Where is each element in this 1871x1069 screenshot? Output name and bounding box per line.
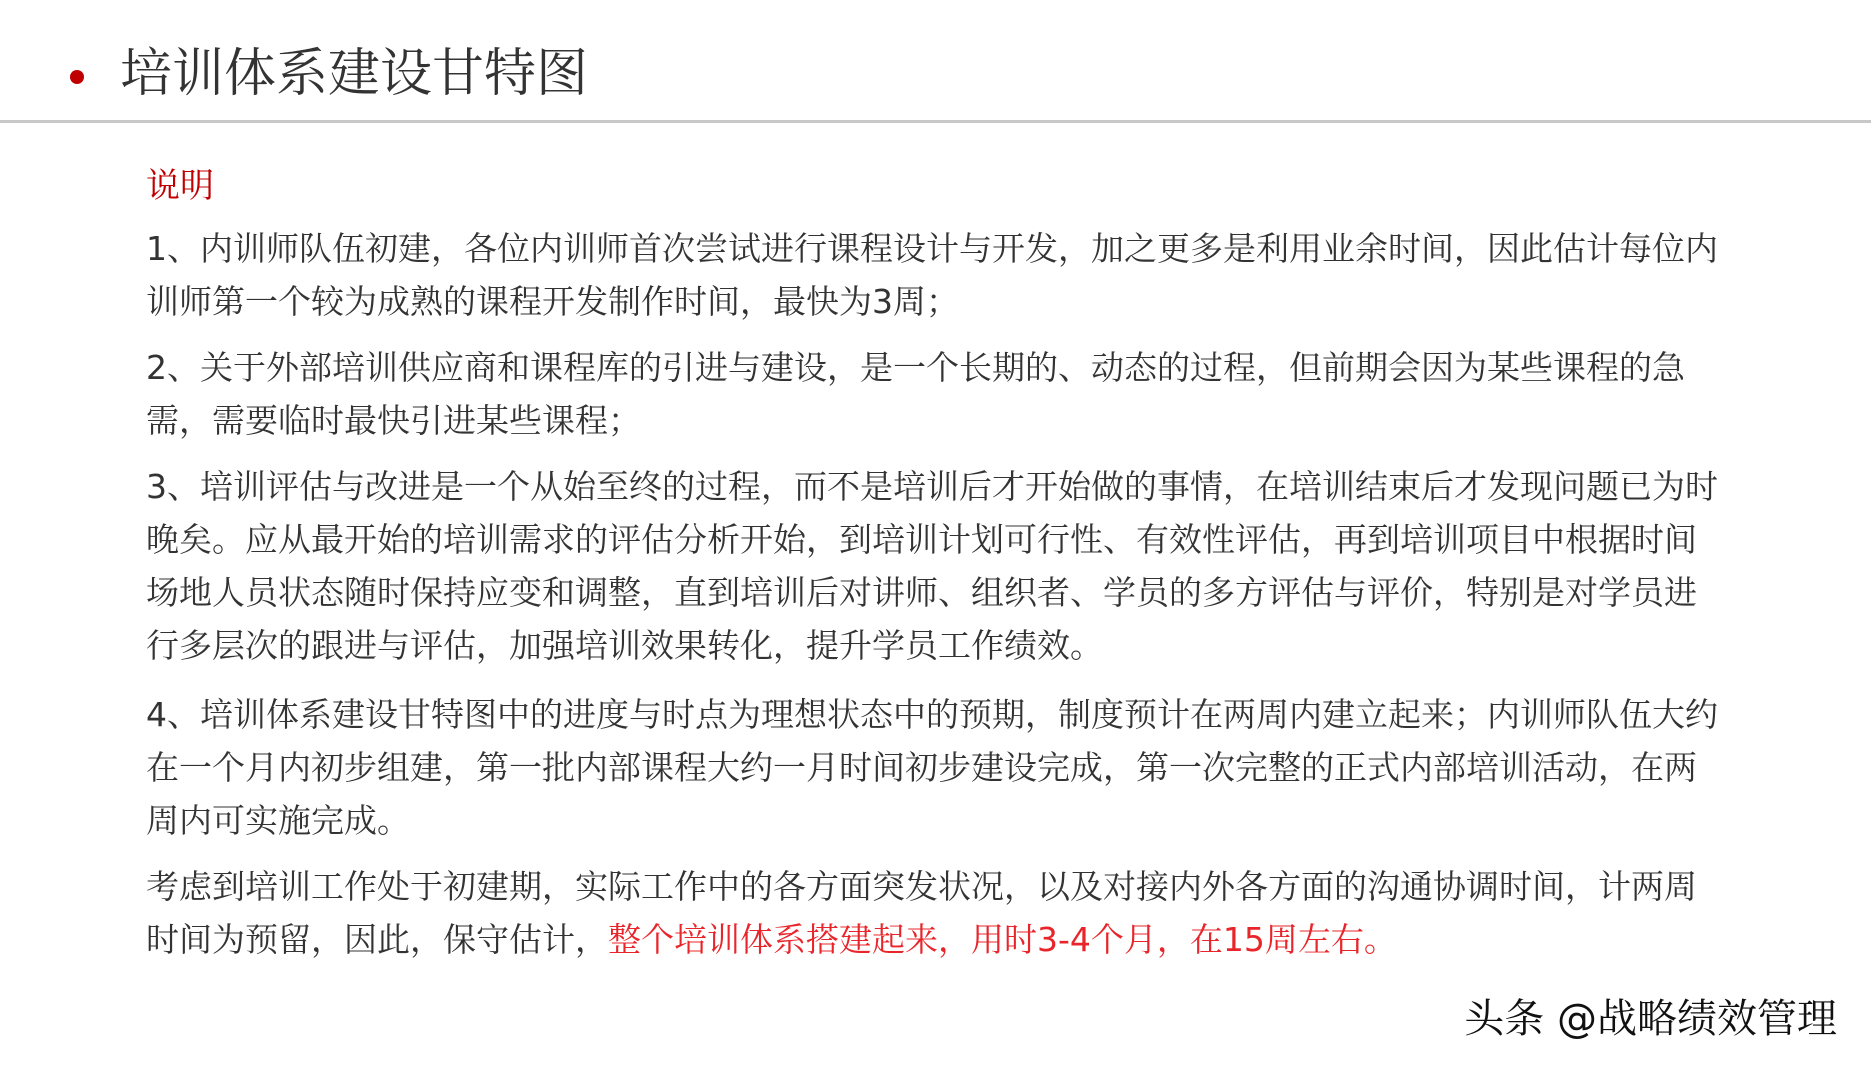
paragraph-final — [146, 860, 1726, 966]
final-emphasis: 整个培训体系搭建起来，用时3-4个月，在15周左右。 — [608, 920, 1397, 959]
paragraph-1: 1、内训师队伍初建，各位内训师首次尝试进行课程设计与开发，加之更多是利用业余时间，因此估计每位内训师第一个较为成熟的课程开发制作时间，最快为3周； — [146, 229, 1718, 321]
paragraph-4: 4、培训体系建设甘特图中的进度与时点为理想状态中的预期，制度预计在两周内建立起来；内训师队伍大约在一个月内初步组建，第一批内部课程大约一月时间初步建设完成，第一次完整的正式内部培训活动，在两周内可实施完成。 — [146, 695, 1718, 840]
watermark: 头条 @战略绩效管理 — [1464, 996, 1837, 1042]
section-label: 说明 — [146, 166, 214, 206]
title-bullet-icon — [70, 70, 84, 84]
final-text: 考虑到培训工作处于初建期，实际工作中的各方面突发状况，以及对接内外各方面的沟通协调时间，计两周时间为预留，因此，保守估计， — [146, 867, 1697, 959]
page-title: 培训体系建设甘特图 — [120, 44, 589, 104]
slide-header — [0, 0, 1871, 123]
paragraph-2: 2、关于外部培训供应商和课程库的引进与建设，是一个长期的、动态的过程，但前期会因为某些课程的急需，需要临时最快引进某些课程； — [146, 348, 1685, 440]
content-area — [146, 160, 1726, 979]
paragraph-3: 3、培训评估与改进是一个从始至终的过程，而不是培训后才开始做的事情，在培训结束后才发现问题已为时晚矣。应从最开始的培训需求的评估分析开始，到培训计划可行性、有效性评估，再到培训项目中根据时间场地人员状态随时保持应变和调整，直到培训后对讲师、组织者、学员的多方评估与评价，特别是对学员进行多层次的跟进与评估，加强培训效果转化，提升学员工作绩效。 — [146, 467, 1718, 665]
